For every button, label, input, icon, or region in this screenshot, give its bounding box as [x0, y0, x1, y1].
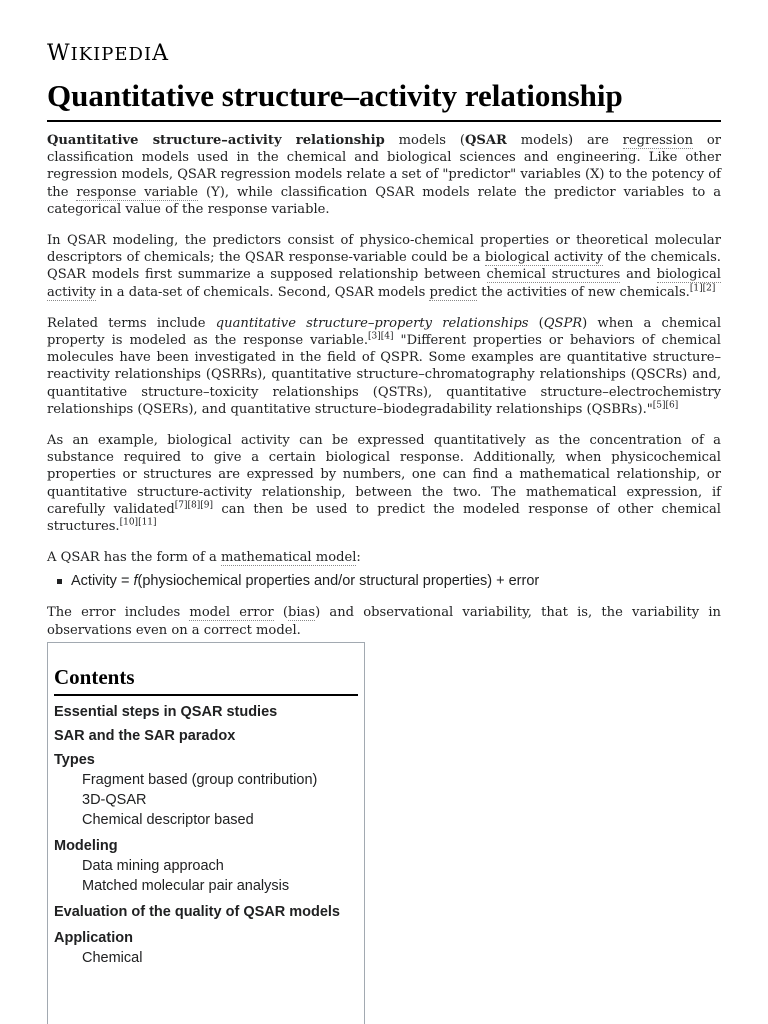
citation-ref[interactable]: [7][8][9] — [174, 500, 213, 511]
toc-list — [48, 702, 364, 968]
text: can then be used to predict the modeled response of other chemical structures. — [47, 501, 721, 535]
link-biological-activity[interactable]: biological activity — [485, 250, 603, 266]
toc-item[interactable]: Modeling — [54, 838, 118, 854]
formula-list — [47, 570, 721, 592]
link-chemical-structures[interactable]: chemical structures — [486, 267, 621, 283]
toc-subitem[interactable]: Chemical descriptor based — [82, 812, 254, 828]
text: and — [620, 267, 657, 283]
text: "Different properties or behaviors of chemical molecules have been investigated in the field of QSPR. Some examples are quantitative structure–reactivity relationships (QSRRs), quantitative structure–chromatography relationships (QSCRs) and, quantitative structure–toxicity relationships (QSTRs), quantitative structure–electrochemistry relationships (QSERs), and quantitative structure–biodegradability relationships (QSBRs)." — [47, 333, 721, 417]
text: (Y), while classification QSAR models relate the predictor variables to a categorical value of the response variable. — [47, 184, 721, 217]
wikipedia-wordmark[interactable]: WIKIPEDIA — [47, 41, 169, 66]
toc-subitem[interactable]: Fragment based (group contribution) — [82, 772, 318, 788]
text: ( — [528, 315, 544, 331]
text: of the chemicals. QSAR models first summarize a supposed relationship between — [47, 250, 721, 283]
toc-subitem[interactable]: 3D-QSAR — [82, 792, 147, 808]
bold-abbr: QSAR — [464, 133, 507, 148]
text: : — [356, 550, 361, 566]
citation-ref[interactable]: [1][2] — [689, 283, 716, 294]
text: ) and observational variability, that is, the variability in observations even on a correct model. — [47, 605, 721, 638]
toc-item[interactable]: SAR and the SAR paradox — [54, 728, 236, 744]
paragraph-form — [47, 549, 721, 566]
italic-term: quantitative structure–property relationships — [215, 315, 529, 331]
text: As an example, biological activity can be expressed quantitatively as the concentration of a substance required to give a certain biological response. Additionally, when physicochemical properties or structures are expressed by numbers, one can find a mathematical relationship, or quantitative structure-activity relationship, between the two. The mathematical expression, if carefully validated — [47, 433, 721, 517]
formula-rest: (physiochemical properties and/or structural properties) + error — [137, 573, 540, 590]
article-body — [47, 132, 721, 653]
text: Related terms include — [47, 315, 216, 331]
text: models ( — [384, 133, 465, 148]
toc-subitem[interactable]: Chemical — [82, 950, 143, 966]
toc-item[interactable]: Essential steps in QSAR studies — [54, 704, 278, 720]
paragraph-example — [47, 432, 721, 535]
toc-item[interactable]: Evaluation of the quality of QSAR models — [54, 904, 340, 920]
citation-ref[interactable]: [3][4] — [368, 331, 394, 342]
paragraph-related-terms — [47, 315, 721, 418]
toc-item[interactable]: Application — [54, 930, 133, 946]
toc-title: Contents — [54, 665, 358, 696]
text: ( — [273, 605, 288, 621]
paragraph-error — [47, 604, 721, 638]
page-title: Quantitative structure–activity relationship — [47, 78, 721, 122]
link-biological-activity-2[interactable]: biological activity — [47, 267, 721, 300]
italic-abbr: QSPR — [543, 315, 583, 331]
formula-func: f — [133, 573, 138, 590]
link-regression[interactable]: regression — [622, 133, 694, 148]
paragraph-intro — [47, 132, 721, 218]
link-model-error[interactable]: model error — [189, 605, 274, 621]
paragraph-predictors — [47, 232, 721, 301]
text: in a data-set of chemicals. Second, QSAR models — [95, 284, 430, 300]
toc-subitem[interactable]: Data mining approach — [82, 858, 224, 874]
text: the activities of new chemicals. — [477, 284, 690, 300]
bold-term: Quantitative structure–activity relationship — [47, 133, 385, 148]
toc-subitem[interactable]: Matched molecular pair analysis — [82, 878, 290, 894]
link-mathematical-model[interactable]: mathematical model — [220, 550, 357, 566]
citation-ref[interactable]: [5][6] — [652, 400, 679, 411]
formula-prefix: Activity = — [71, 573, 134, 590]
text: ) when a chemical property is modeled as the response variable. — [47, 315, 722, 349]
citation-ref[interactable]: [10][11] — [119, 517, 157, 528]
text: models) are — [506, 133, 623, 148]
table-of-contents — [47, 642, 365, 1024]
text: In QSAR modeling, the predictors consist of physico-chemical properties or theoretical molecular descriptors of chemicals; the QSAR response-variable could be a — [47, 233, 721, 266]
text: or classification models used in the chemical and biological sciences and engineering. Like other regression models, QSAR regression models relate a set of "predictor" variables (X) to the potency of the — [47, 133, 722, 200]
link-bias[interactable]: bias — [287, 605, 316, 621]
link-predict[interactable]: predict — [429, 284, 478, 300]
text: A QSAR has the form of a — [47, 550, 221, 566]
toc-item[interactable]: Types — [54, 752, 95, 768]
text: The error includes — [47, 605, 190, 621]
formula-item — [71, 570, 721, 592]
link-response-variable[interactable]: response variable — [76, 184, 199, 200]
